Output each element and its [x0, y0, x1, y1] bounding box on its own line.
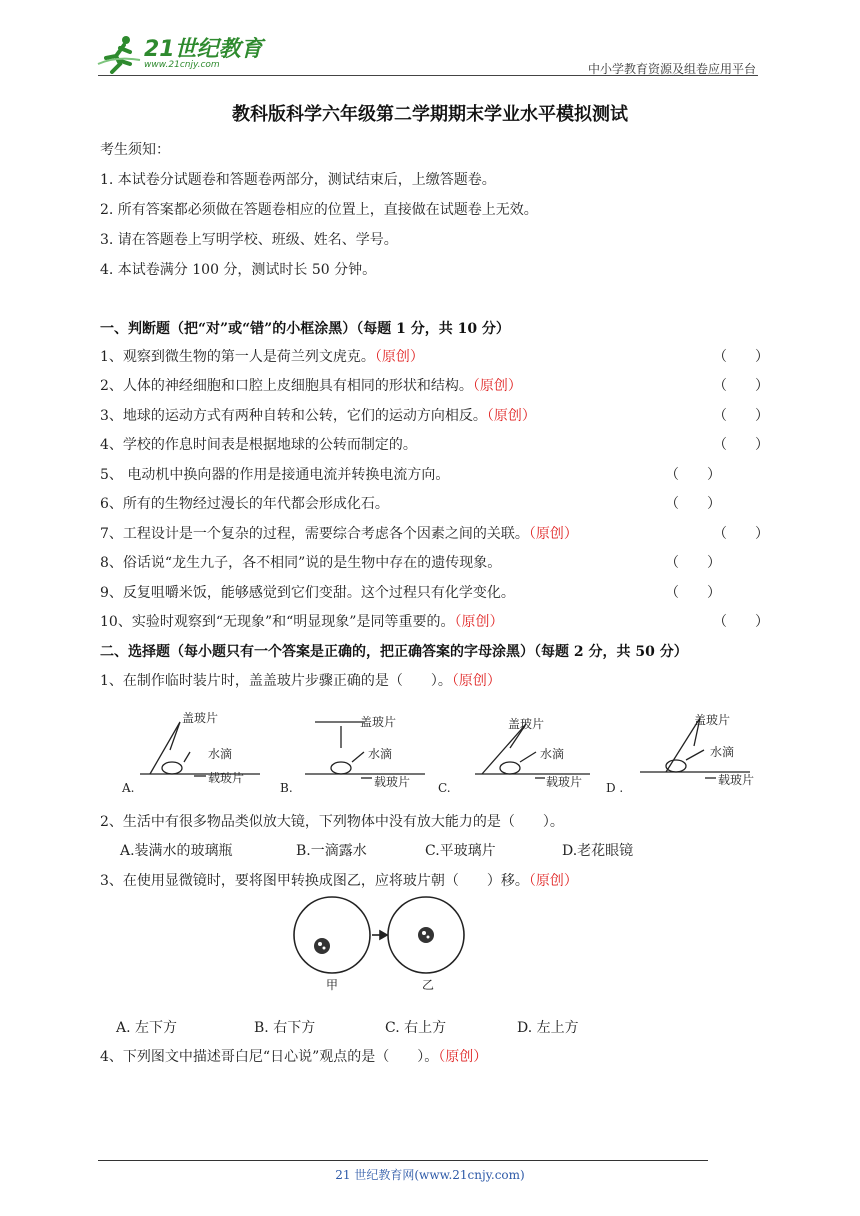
judge-question: 5、 电动机中换向器的作用是接通电流并转换电流方向。 [100, 467, 450, 483]
choice-question-1: 1、在制作临时装片时，盖盖玻片步骤正确的是（ ）。（原创） [100, 673, 501, 689]
option-a[interactable]: A. [122, 781, 135, 795]
option-a[interactable]: A.装满水的玻璃瓶 [120, 843, 233, 859]
option-c[interactable]: C. 右上方 [385, 1020, 447, 1036]
answer-box[interactable]: （ ） [713, 437, 769, 453]
header-divider [98, 75, 758, 76]
judge-question: 10、实验时观察到“无现象”和“明显现象”是同等重要的。（原创） [100, 614, 504, 630]
judge-question: 9、反复咀嚼米饭，能够感觉到它们变甜。这个过程只有化学变化。 [100, 585, 515, 601]
answer-box[interactable]: （ ） [665, 555, 721, 571]
option-b[interactable]: B. 右下方 [254, 1020, 316, 1036]
label-drop-c: 水滴 [540, 747, 565, 761]
notice-item: 1. 本试卷分试题卷和答题卷两部分，测试结束后，上缴答题卷。 [100, 172, 496, 188]
option-a[interactable]: A. 左下方 [116, 1020, 178, 1036]
answer-box[interactable]: （ ） [665, 467, 721, 483]
label-cover-c: 盖玻片 [508, 717, 545, 731]
choice-question-4: 4、下列图文中描述哥白尼“日心说”观点的是（ ）。（原创） [100, 1049, 488, 1065]
judge-question: 6、所有的生物经过漫长的年代都会形成化石。 [100, 496, 389, 512]
label-slide-b: 载玻片 [374, 775, 411, 789]
label-yi: 乙 [422, 978, 435, 992]
judge-question: 2、人体的神经细胞和口腔上皮细胞具有相同的形状和结构。（原创） [100, 378, 522, 394]
option-b[interactable]: B.一滴露水 [296, 843, 367, 859]
footer-link[interactable]: 21 世纪教育网(www.21cnjy.com) [335, 1168, 525, 1182]
answer-box[interactable]: （ ） [713, 349, 769, 365]
judge-question: 4、学校的作息时间表是根据地球的公转而制定的。 [100, 437, 417, 453]
brand-url: www.21cnjy.com [144, 60, 220, 70]
label-slide-a: 载玻片 [208, 771, 245, 785]
judge-question: 8、俗话说“龙生九子，各不相同”说的是生物中存在的遗传现象。 [100, 555, 502, 571]
section1-heading: 一、判断题（把“对”或“错”的小框涂黑）（每题 1 分，共 10 分） [100, 321, 510, 337]
label-drop-d: 水滴 [710, 745, 735, 759]
label-cover-a: 盖玻片 [182, 711, 219, 725]
section2-heading: 二、选择题（每小题只有一个答案是正确的，把正确答案的字母涂黑）（每题 2 分，共 50 分） [100, 644, 688, 660]
label-jia: 甲 [326, 978, 339, 992]
option-c[interactable]: C.平玻璃片 [425, 843, 496, 859]
judge-question: 7、工程设计是一个复杂的过程，需要综合考虑各个因素之间的关联。（原创） [100, 526, 578, 542]
label-slide-c: 载玻片 [546, 775, 583, 789]
coverslip-diagrams [110, 702, 760, 798]
microscope-views [290, 895, 480, 995]
answer-box[interactable]: （ ） [665, 496, 721, 512]
brand-name: 21世纪教育 [144, 37, 263, 62]
page-title: 教科版科学六年级第二学期期末学业水平模拟测试 [232, 104, 628, 125]
judge-question: 3、地球的运动方式有两种自转和公转，它们的运动方向相反。（原创） [100, 408, 536, 424]
notice-item: 4. 本试卷满分 100 分，测试时长 50 分钟。 [100, 262, 377, 278]
notice-heading: 考生须知： [100, 142, 170, 158]
choice-question-2: 2、生活中有很多物品类似放大镜，下列物体中没有放大能力的是（ ）。 [100, 814, 564, 830]
answer-box[interactable]: （ ） [665, 585, 721, 601]
option-d[interactable]: D. 左上方 [517, 1020, 579, 1036]
label-drop-a: 水滴 [208, 747, 233, 761]
option-b[interactable]: B. [280, 781, 293, 795]
answer-box[interactable]: （ ） [713, 614, 769, 630]
label-drop-b: 水滴 [368, 747, 393, 761]
option-d[interactable]: D . [606, 781, 624, 795]
answer-box[interactable]: （ ） [713, 408, 769, 424]
choice-question-3: 3、在使用显微镜时，要将图甲转换成图乙，应将玻片朝（ ）移。（原创） [100, 873, 578, 889]
answer-box[interactable]: （ ） [713, 526, 769, 542]
notice-item: 2. 所有答案都必须做在答题卷相应的位置上，直接做在试题卷上无效。 [100, 202, 538, 218]
option-d[interactable]: D.老花眼镜 [562, 843, 634, 859]
option-c[interactable]: C. [438, 781, 451, 795]
label-cover-b: 盖玻片 [360, 715, 397, 729]
label-cover-d: 盖玻片 [694, 713, 731, 727]
notice-item: 3. 请在答题卷上写明学校、班级、姓名、学号。 [100, 232, 398, 248]
answer-box[interactable]: （ ） [713, 378, 769, 394]
judge-question: 1、观察到微生物的第一人是荷兰列文虎克。（原创） [100, 349, 424, 365]
label-slide-d: 载玻片 [718, 773, 755, 787]
brand-logo [96, 30, 266, 76]
runner-icon [96, 34, 142, 74]
header-tagline: 中小学教育资源及组卷应用平台 [587, 62, 756, 76]
footer-divider [98, 1160, 708, 1161]
